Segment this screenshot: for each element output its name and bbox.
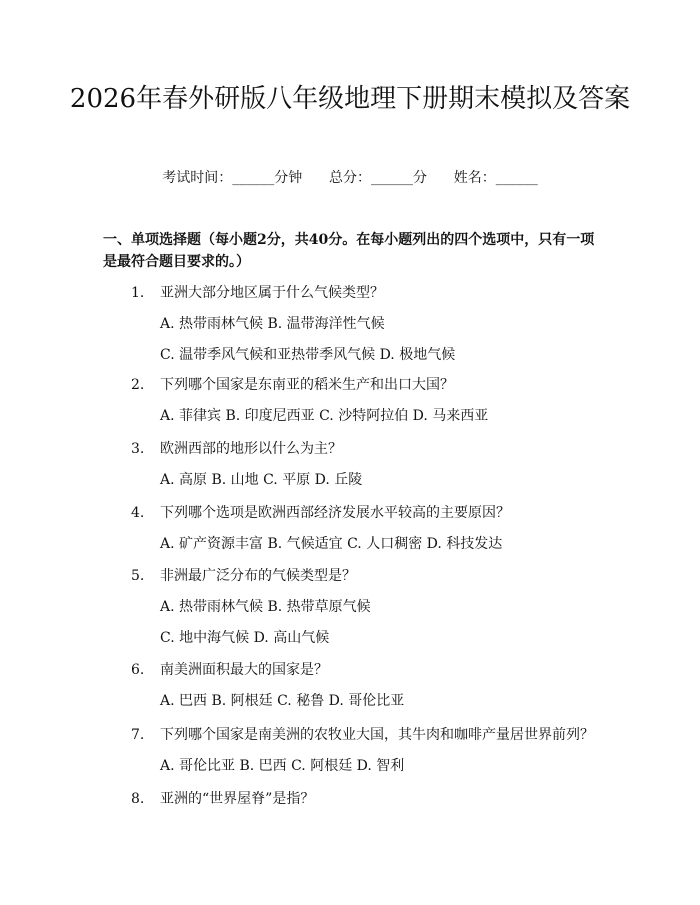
answer-options: A. 高原 B. 山地 C. 平原 D. 丘陵: [160, 472, 363, 488]
question-number: 8.: [131, 791, 145, 807]
answer-options: A. 热带雨林气候 B. 热带草原气候: [160, 599, 371, 615]
section-heading: 一、单项选择题（每小题2分，共40分。在每小题列出的四个选项中，只有一项是最符合题目要求的。）: [103, 232, 595, 270]
question-text: 下列哪个国家是东南亚的稻米生产和出口大国？: [160, 377, 454, 393]
answer-options: A. 巴西 B. 阿根廷 C. 秘鲁 D. 哥伦比亚: [160, 693, 405, 709]
question-text: 下列哪个国家是南美洲的农牧业大国，其牛肉和咖啡产量居世界前列？: [160, 727, 594, 743]
question-text: 亚洲大部分地区属于什么气候类型？: [160, 285, 384, 301]
question-text: 下列哪个选项是欧洲西部经济发展水平较高的主要原因？: [160, 505, 510, 521]
answer-options: A. 热带雨林气候 B. 温带海洋性气候: [160, 316, 385, 332]
answer-options: C. 温带季风气候和亚热带季风气候 D. 极地气候: [160, 347, 456, 363]
question-text: 南美洲面积最大的国家是？: [160, 662, 328, 678]
question-number: 7.: [131, 727, 145, 743]
question-number: 3.: [131, 441, 145, 457]
question-number: 6.: [131, 662, 145, 678]
question-text: 亚洲的“世界屋脊”是指？: [160, 791, 315, 807]
question-number: 1.: [131, 285, 145, 301]
question-number: 2.: [131, 377, 145, 393]
answer-options: A. 菲律宾 B. 印度尼西亚 C. 沙特阿拉伯 D. 马来西亚: [160, 408, 489, 424]
answer-options: A. 哥伦比亚 B. 巴西 C. 阿根廷 D. 智利: [160, 758, 405, 774]
answer-options: A. 矿产资源丰富 B. 气候适宜 C. 人口稠密 D. 科技发达: [160, 536, 503, 552]
page-title: 2026年春外研版八年级地理下册期末模拟及答案: [69, 84, 631, 114]
question-number: 4.: [131, 505, 145, 521]
exam-info-line: 考试时间：______分钟 总分：______分 姓名：______: [162, 170, 538, 186]
question-text: 非洲最广泛分布的气候类型是？: [160, 568, 356, 584]
question-text: 欧洲西部的地形以什么为主？: [160, 441, 342, 457]
answer-options: C. 地中海气候 D. 高山气候: [160, 630, 330, 646]
question-number: 5.: [131, 568, 145, 584]
